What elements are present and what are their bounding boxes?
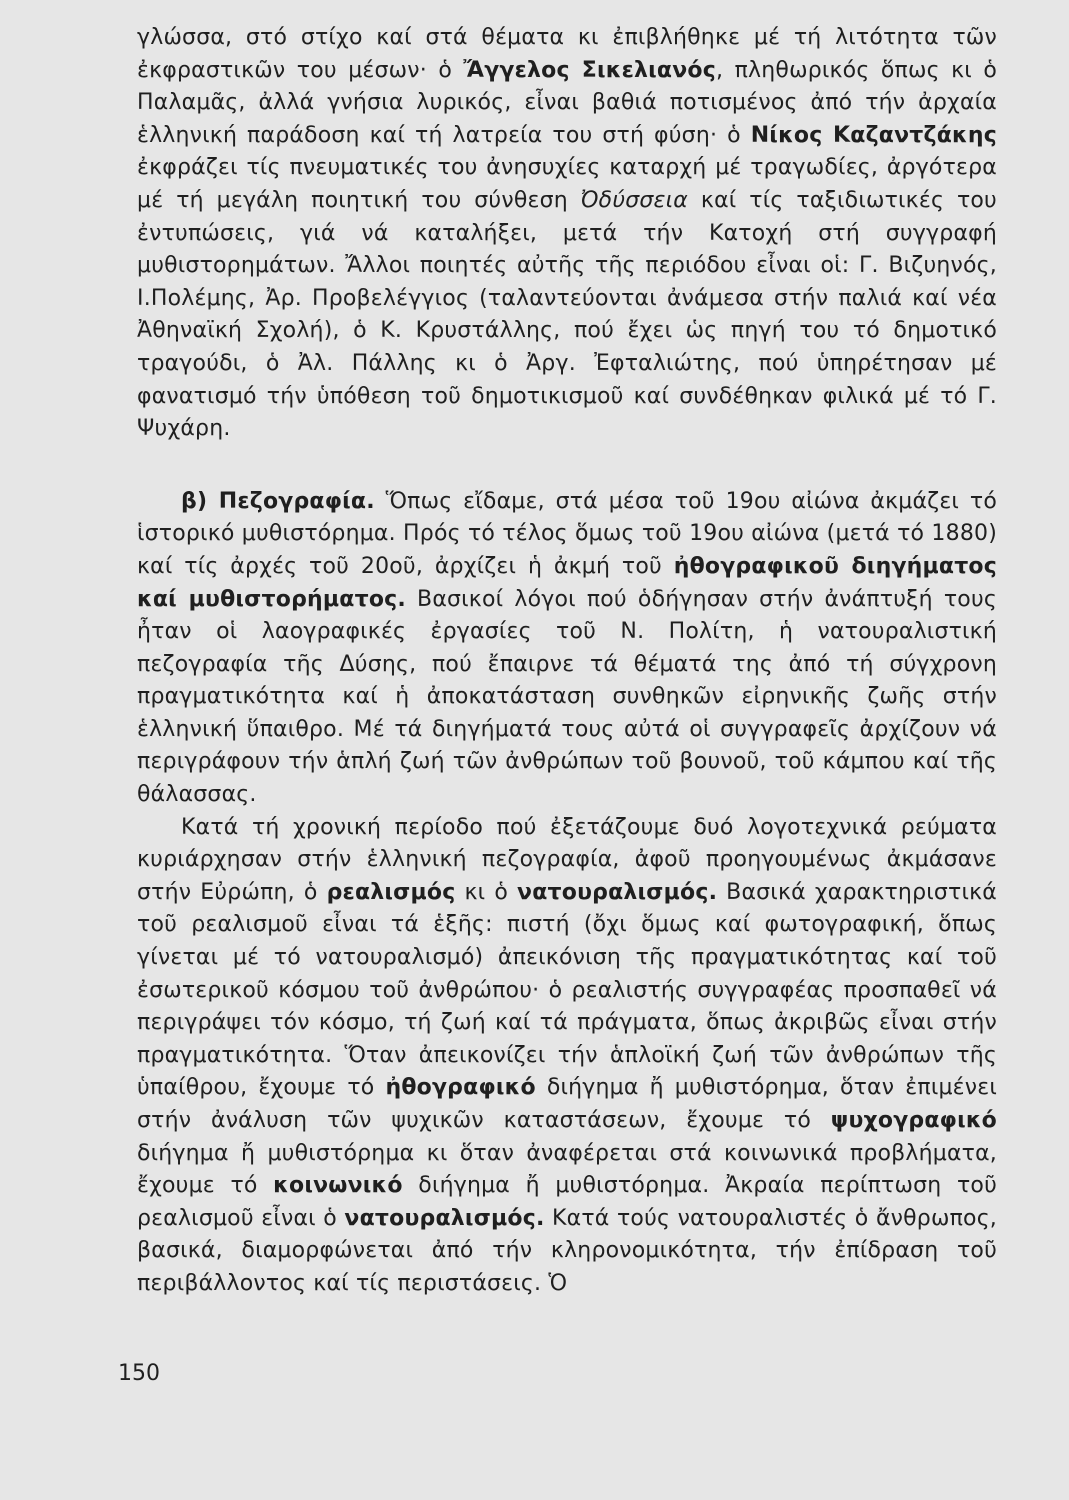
text-run: κι ὁ: [455, 879, 518, 905]
text-run: Βασικά χαρακτηριστικά τοῦ ρεαλισμοῦ εἶναι τά ἑξῆς: πιστή (ὄχι ὅμως καί φωτογραφική, ὅπως γίνεται μέ τό νατουραλισμό) ἀπεικόνιση τῆς πραγματικότητας καί τοῦ ἐσωτερικοῦ κόσμου τοῦ ἀνθρώπου· ὁ ρεαλιστής συγγραφέας προσπαθεῖ νά περιγράψει τόν κόσμο, τή ζωή καί τά πράγματα, ὅπως ἀκριβῶς εἶναι στήν πραγματικότητα. Ὅταν ἀπεικονίζει τήν ἁπλοϊκή ζωή τῶν ἀνθρώπων τῆς ὑπαίθρου, ἔχουμε τό: [137, 879, 997, 1101]
text-run: Κατά τούς νατουραλιστές ὁ ἄνθρωπος, βασικά, διαμορφώνεται ἀπό τήν κληρονομικότητα, τήν ἐπίδραση τοῦ περιβάλλοντος καί τίς περιστάσεις. Ὁ: [137, 1205, 997, 1296]
bold-term: κοινωνικό: [273, 1173, 403, 1199]
bold-term: Ἄγγελος Σικελιανός: [463, 57, 716, 83]
italic-title: Ὀδύσσεια: [580, 187, 688, 213]
text-run: Κατά τή χρονική περίοδο πού ἐξετάζουμε δυό λογοτεχνικά ρεύματα κυριάρχησαν στήν ἑλληνική πεζογραφία, ἀφοῦ προηγουμένως ἀκμάσανε στήν Εὐρώπη, ὁ: [137, 814, 997, 905]
text-run: διήγημα ἤ μυθιστόρημα, ὅταν ἐπιμένει στήν ἀνάλυση τῶν ψυχικῶν καταστάσεων, ἔχουμε τό: [137, 1075, 998, 1133]
bold-term: ἠθογραφικό: [385, 1075, 536, 1101]
text-run: γλώσσα, στό στίχο καί στά θέματα κι ἐπιβλήθηκε μέ τή λιτότητα τῶν ἐκφραστικῶν του μέσων· ὁ: [137, 25, 997, 83]
page-number: 150: [118, 1361, 160, 1386]
text-run: καί τίς ταξιδιωτικές του ἐντυπώσεις, γιά νά καταλήξει, μετά τήν Κατοχή στή συγγραφή μυθιστορημάτων. Ἄλλοι ποιητές αὐτῆς τῆς περιόδου εἶναι οἱ: Γ. Βιζυηνός, Ι.Πολέμης, Ἀρ. Προβελέγγιος (ταλαντεύονται ἀνάμεσα στήν παλιά καί νέα Ἀθηναϊκή Σχολή), ὁ Κ. Κρυστάλλης, πού ἔχει ὡς πηγή του τό δημοτικό τραγούδι, ὁ Ἀλ. Πάλλης κι ὁ Ἀργ. Ἐφταλιώτης, πού ὑπηρέτησαν μέ φανατισμό τήν ὑπόθεση τοῦ δημοτικισμοῦ καί συνδέθηκαν φιλικά μέ τό Γ. Ψυχάρη.: [137, 187, 997, 442]
bold-term: ρεαλισμός: [326, 879, 456, 905]
bold-term: ἠθογραφικοῦ διηγήματος καί μυθιστορήματος.: [137, 553, 997, 612]
text-run: διήγημα ἤ μυθιστόρημα κι ὅταν ἀναφέρεται στά κοινωνικά προβλήματα, ἔχουμε τό: [137, 1140, 997, 1199]
text-run: , πληθωρικός ὅπως κι ὁ Παλαμᾶς, ἀλλά γνήσια λυρικός, εἶναι βαθιά ποτισμένος ἀπό τήν ἀρχαία ἑλληνική παράδοση καί τή λατρεία του στή φύση· ὁ: [137, 57, 997, 148]
text-run: Ὅπως εἴδαμε, στά μέσα τοῦ 19ου αἰώνα ἀκμάζει τό ἱστορικό μυθιστόρημα. Πρός τό τέλος ὅμως τοῦ 19ου αἰώνα (μετά τό 1880) καί τίς ἀρχές τοῦ 20οῦ, ἀρχίζει ἡ ἀκμή τοῦ: [137, 488, 997, 579]
bold-term: νατουραλισμός.: [517, 879, 718, 905]
text-run: διήγημα ἤ μυθιστόρημα. Ἀκραία περίπτωση τοῦ ρεαλισμοῦ εἶναι ὁ: [137, 1173, 997, 1231]
bold-term: νατουραλισμός.: [344, 1205, 545, 1231]
text-run: ἐκφράζει τίς πνευματικές του ἀνησυχίες καταρχή μέ τραγωδίες, ἀργότερα μέ τή μεγάλη ποιητική του σύνθεση: [137, 155, 997, 213]
paragraph-realism: [137, 812, 997, 1301]
paragraph-poetry: [137, 22, 997, 446]
paragraph-prose-section: [137, 486, 997, 812]
bold-term: ψυχογραφικό: [830, 1108, 997, 1133]
body-text: [137, 22, 997, 1301]
text-run: Βασικοί λόγοι πού ὁδήγησαν στήν ἀνάπτυξή τους ἦταν οἱ λαογραφικές ἐργασίες τοῦ Ν. Πολίτη, ἡ νατουραλιστική πεζογραφία τῆς Δύσης, πού ἔπαιρνε τά θέματά της ἀπό τή σύγχρονη πραγματικότητα καί ἡ ἀποκατάσταση συνθηκῶν εἰρηνικῆς ζωῆς στήν ἑλληνική ὕπαιθρο. Μέ τά διηγήματά τους αὐτά οἱ συγγραφεῖς ἀρχίζουν νά περιγράφουν τήν ἁπλή ζωή τῶν ἀνθρώπων τοῦ βουνοῦ, τοῦ κάμπου καί τῆς θάλασσας.: [137, 586, 997, 808]
bold-term: Νίκος Καζαντζάκης: [750, 122, 997, 148]
bold-term: β) Πεζογραφία.: [181, 488, 375, 514]
